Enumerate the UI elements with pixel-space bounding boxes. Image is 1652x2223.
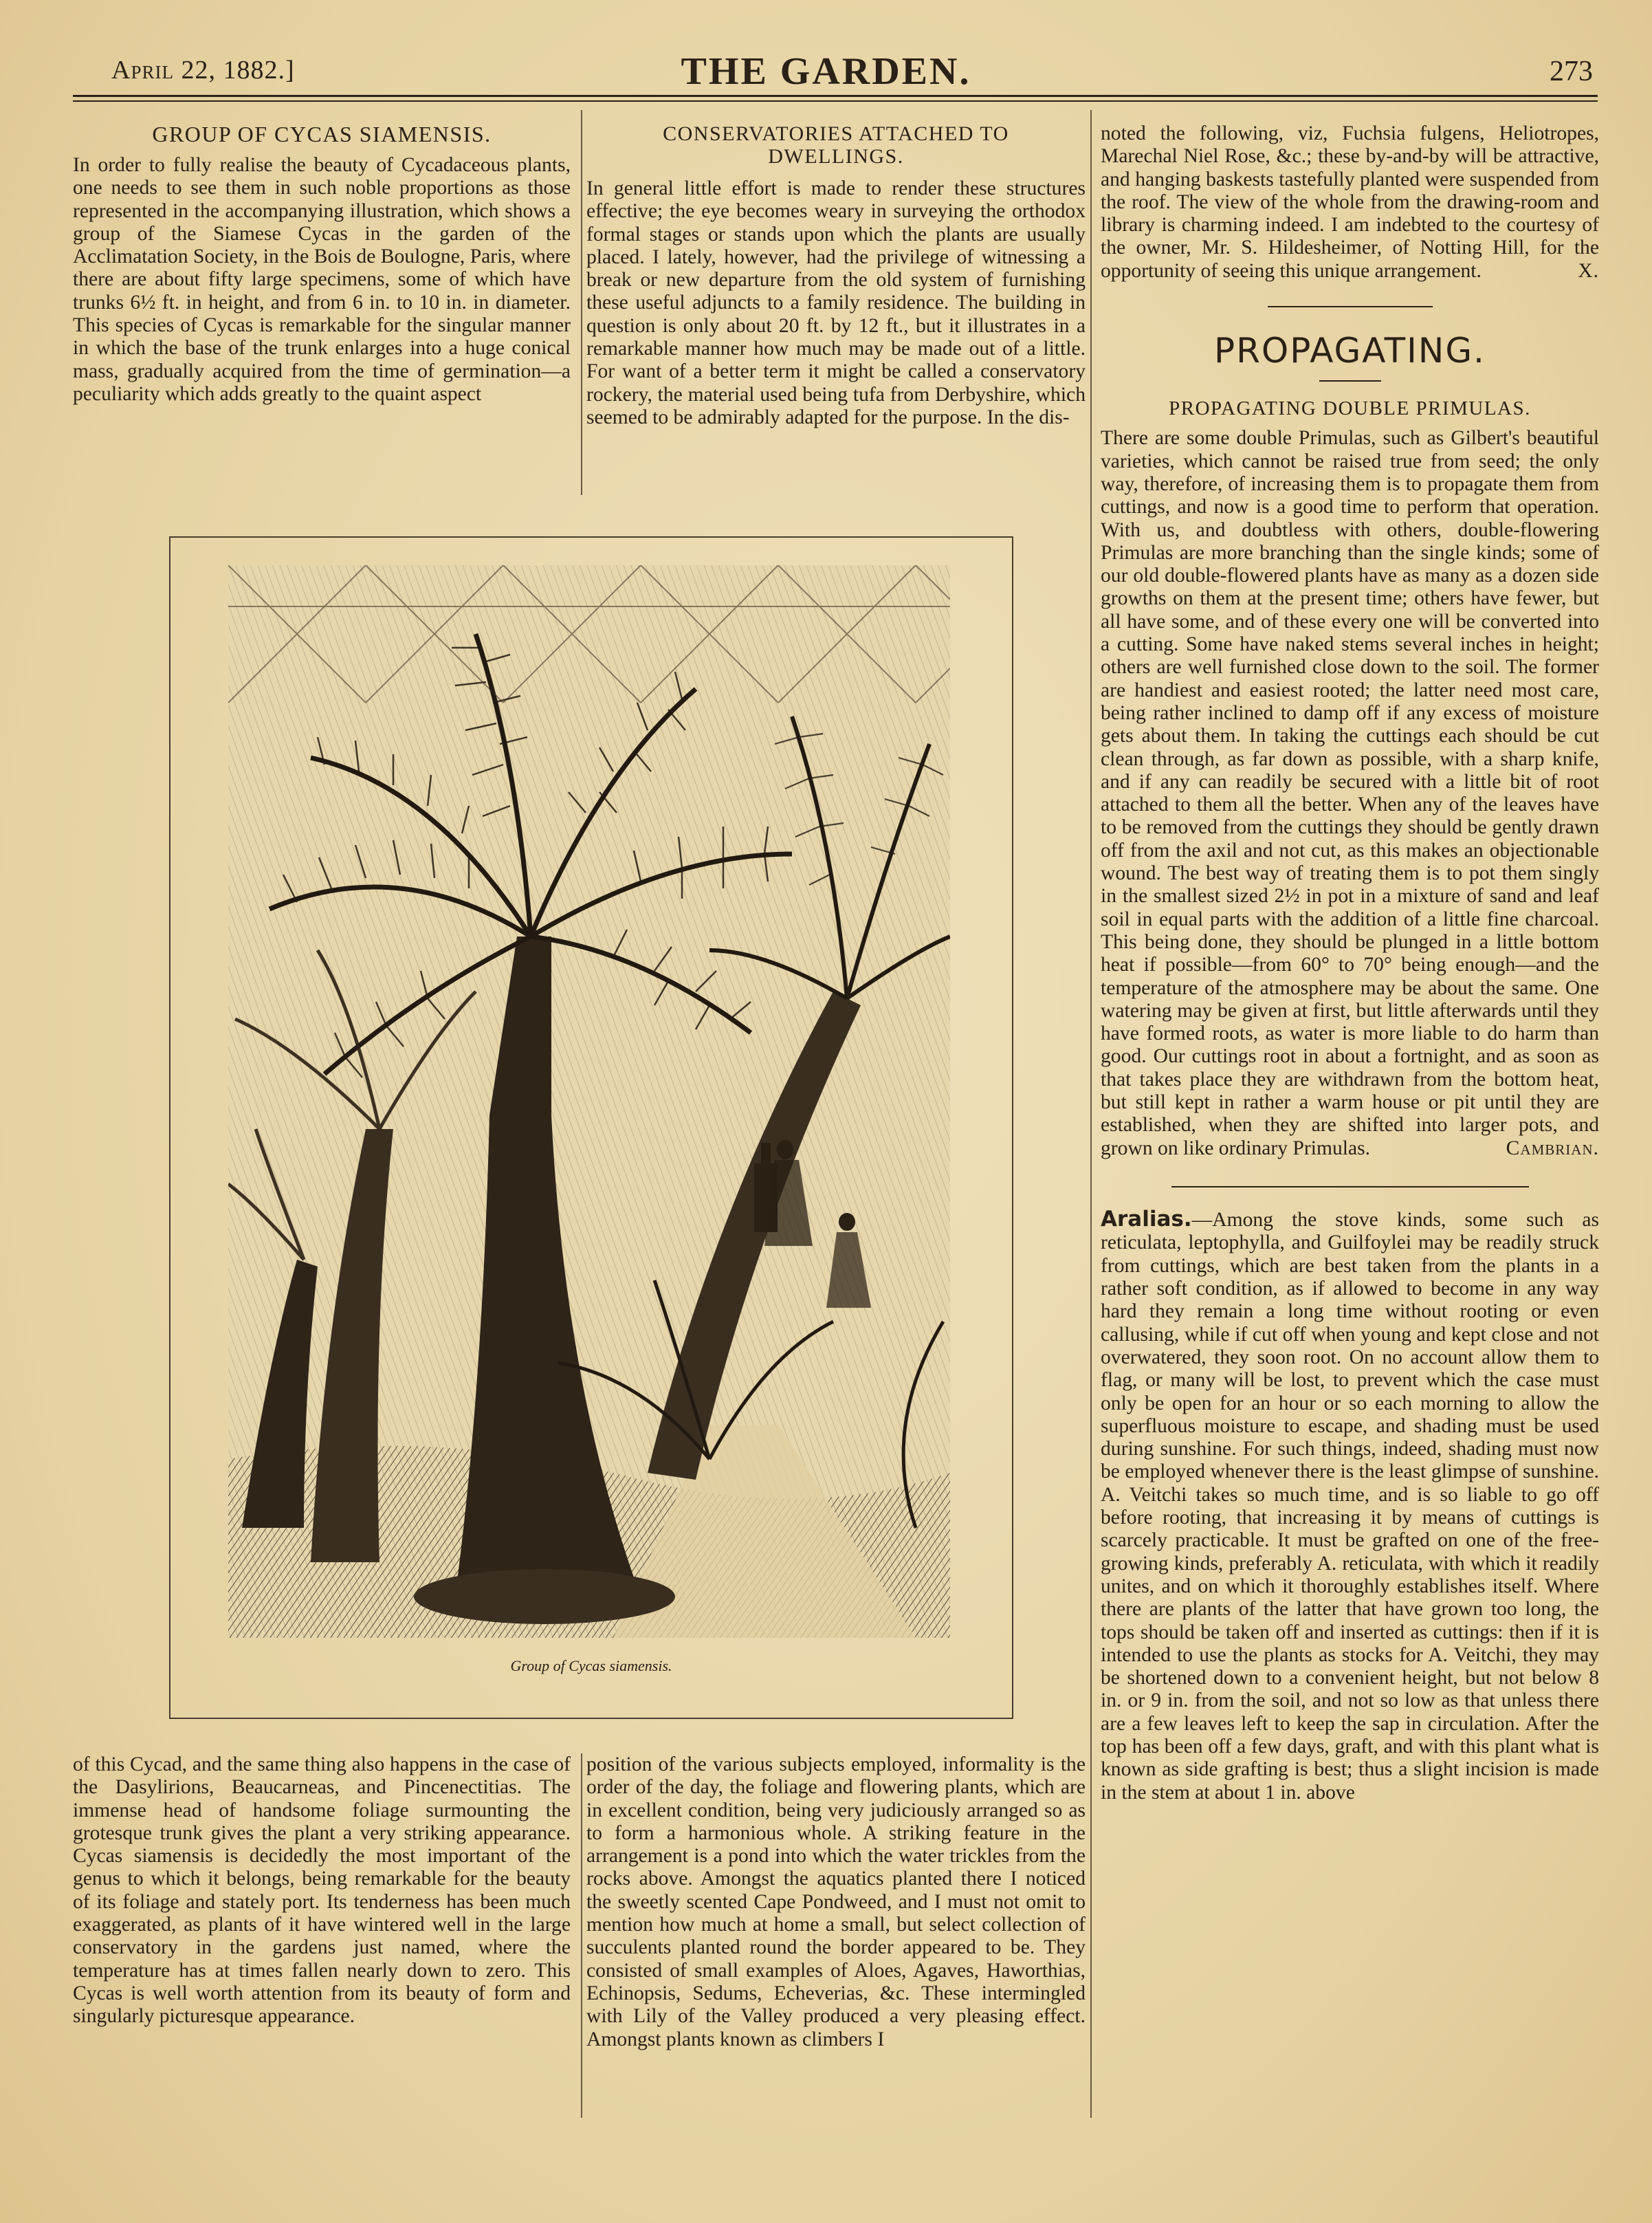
- section-rule: [1268, 306, 1433, 307]
- column-divider: [1090, 110, 1092, 2118]
- figure-frame: [169, 536, 1013, 1719]
- column-divider: [581, 1753, 582, 2118]
- propagating-signature: Cambrian.: [1506, 1137, 1599, 1159]
- page-title: THE GARDEN.: [681, 50, 971, 93]
- conservatories-article-title: CONSERVATORIES ATTACHED TO DWELLINGS.: [663, 122, 1009, 168]
- figure-caption: Group of Cycas siamensis.: [510, 1657, 672, 1674]
- cycas-article: [73, 122, 571, 406]
- header-date: April 22, 1882.]: [111, 56, 295, 85]
- aralias-text: —Among the stove kinds, some such as reticulata, leptophylla, and Guilfoylei may be readily struck from cuttings, which are best taken from the plants in a rather soft condition, as if allowed to become in any way hard they remain a long time without rooting or even callusing, while if cut off when young and kept close and not overwatered, they soon root. On no account allow them to flag, or many will be lost, to prevent which the case must only be open for an hour or so each morning to allow the superfluous moisture to escape, and shading must be used during sunshine. For such things, indeed, shading must now be employed whenever there is the least glimpse of sunshine. A. Veitchi takes so much time, and is so liable to go off before rooting, that increasing it by means of cuttings is scarcely practicable. It must be grafted on one of the free-growing kinds, preferably A. reticulata, with which it readily unites, and on which it thoroughly establishes itself. Where there are plants of the latter that have grown too long, the tops should be taken off and inserted as cuttings: then if it is intended to use the plants as stocks for A. Veitchi, they may be shortened down to a convenient height, but not below 8 in. or 9 in. from the soil, and not so low as that unless there are a few leaves left to keep the sap in circulation. After the top has been off a few days, graft, and with this plant what is known as side grafting is best; thus a slight incision is made in the stem at about 1 in. above: [1101, 1209, 1599, 1804]
- title-rule: [1319, 380, 1381, 382]
- cycas-engraving: [228, 565, 950, 1638]
- aralias-lead: Aralias.: [1101, 1207, 1192, 1232]
- conservatories-article-end: noted the following, viz, Fuchsia fulgens, Heliotropes, Marechal Niel Rose, &c.; these by-and-by will be attractive, and hanging baskests tastefully planted were suspended from the roof. The view of the whole from the drawing-room and library is charming indeed. I am indebted to the courtesy of the owner, Mr. S. Hildesheimer, of Notting Hill, for the opportunity of seeing this unique arrangement.: [1101, 122, 1599, 282]
- section-rule: [1171, 1186, 1529, 1187]
- header-rule-top: [73, 95, 1598, 97]
- cycas-article-continued: of this Cycad, and the same thing also happens in the case of the Dasylirions, Beaucarneas, and Pincenectitias. The immense head of handsome foliage surmounting the grotesque trunk gives the plant a very striking appearance. Cycas siamensis is decidedly the most important of the genus to which it belongs, being remarkable for the beauty of its foliage and stately port. Its tenderness has been much exaggerated, as plants of it have wintered well in the large conservatory in the gardens just named, where the temperature has at times fallen nearly down to zero. This Cycas is well worth attention from its beauty of form and singularly picturesque appearance.: [73, 1753, 571, 2028]
- cycas-article-text: In order to fully realise the beauty of Cycadaceous plants, one needs to see them in such noble proportions as those represented in the accompanying illustration, which shows a group of the Siamese Cycas in the garden of the Acclimatation Society, in the Bois de Boulogne, Paris, where there are about fifty large specimens, some of which have trunks 6½ ft. in height, and from 6 in. to 10 in. in diameter. This species of Cycas is remarkable for the singular manner in which the base of the trunk enlarges into a huge conical mass, gradually acquired from the time of germination—a peculiarity which adds greatly to the quaint aspect: [73, 154, 571, 405]
- header-rule-bottom: [73, 100, 1598, 102]
- cycas-article-title: GROUP OF CYCAS SIAMENSIS.: [152, 122, 492, 146]
- propagating-text: There are some double Primulas, such as Gilbert's beautiful varieties, which cannot be raised true from seed; the only way, therefore, of increasing them is to propagate them from cuttings, and now is a good time to perform that operation. With us, and doubtless with others, double-flowering Primulas are more branching than the single kinds; some of our old double-flowered plants have as many as a dozen side growths on them at the present time; others have fewer, but all have some, and of these every one will be converted into a cutting. Some have naked stems several inches in height; others are well furnished close down to the soil. The former are handiest and easiest rooted; the latter need most care, being rather inclined to damp off if any excess of moisture gets about them. In taking the cuttings each should be cut clean through, as far down as possible, with a sharp knife, and if any can readily be secured with a little bit of root attached to them all the better. When any of the leaves have to be removed from the cuttings they should be gently drawn off from the axil and not cut, as this makes an objectionable wound. The best way of treating them is to pot them singly in the smallest sized 2½ in pot in a mixture of sand and leaf soil in equal parts with the addition of a little fine charcoal. This being done, they should be plunged in a little bottom heat if possible—from 60° to 70° being enough—and the temperature of the atmosphere may be about the same. One watering may be given at first, but little afterwards until they have formed roots, as water is more liable to do harm than good. Our cuttings root in about a fortnight, and as soon as that takes place they are withdrawn from the bottom heat, but still kept in rather a warm house or pit until they are established, when they are shifted into larger pots, and grown on like ordinary Primulas.: [1101, 427, 1599, 1159]
- aralias-paragraph: [1101, 1208, 1599, 1804]
- propagating-subtitle: PROPAGATING DOUBLE PRIMULAS.: [1169, 397, 1531, 420]
- propagating-section-title: PROPAGATING.: [1214, 331, 1486, 371]
- conservatories-signature: X.: [1578, 260, 1599, 283]
- conservatories-article: [586, 122, 1086, 429]
- conservatories-article-continued: position of the various subjects employed, informality is the order of the day, the foliage and flowering plants, which are in excellent condition, being very judiciously arranged so as to form a harmonious whole. A striking feature in the arrangement is a pond into which the water trickles from the rocks above. Amongst the aquatics planted there I noticed the sweetly scented Cape Pondweed, and I must not omit to mention how much at home a small, but select collection of succulents planted round the border appeared to be. They consisted of small examples of Aloes, Agaves, Haworthias, Echinopsis, Sedums, Echeverias, &c. These intermingled with Lily of the Valley produced a very pleasing effect. Amongst plants known as climbers I: [586, 1753, 1086, 2050]
- conservatories-article-text: In general little effort is made to render these structures effective; the eye becomes weary in surveying the orthodox formal stages or stands upon which the plants are usually placed. I lately, however, had the privilege of witnessing a break or new departure from the old system of furnishing these useful adjuncts to a family residence. The building in question is only about 20 ft. by 12 ft., but it illustrates in a remarkable manner how much may be made out of a little. For want of a better term it might be called a conservatory rockery, the material used being tufa from Derbyshire, which seemed to be admirably adapted for the purpose. In the dis-: [586, 177, 1086, 428]
- column-divider: [581, 110, 582, 495]
- page-number: 273: [1550, 56, 1593, 87]
- right-column: [1101, 122, 1599, 1804]
